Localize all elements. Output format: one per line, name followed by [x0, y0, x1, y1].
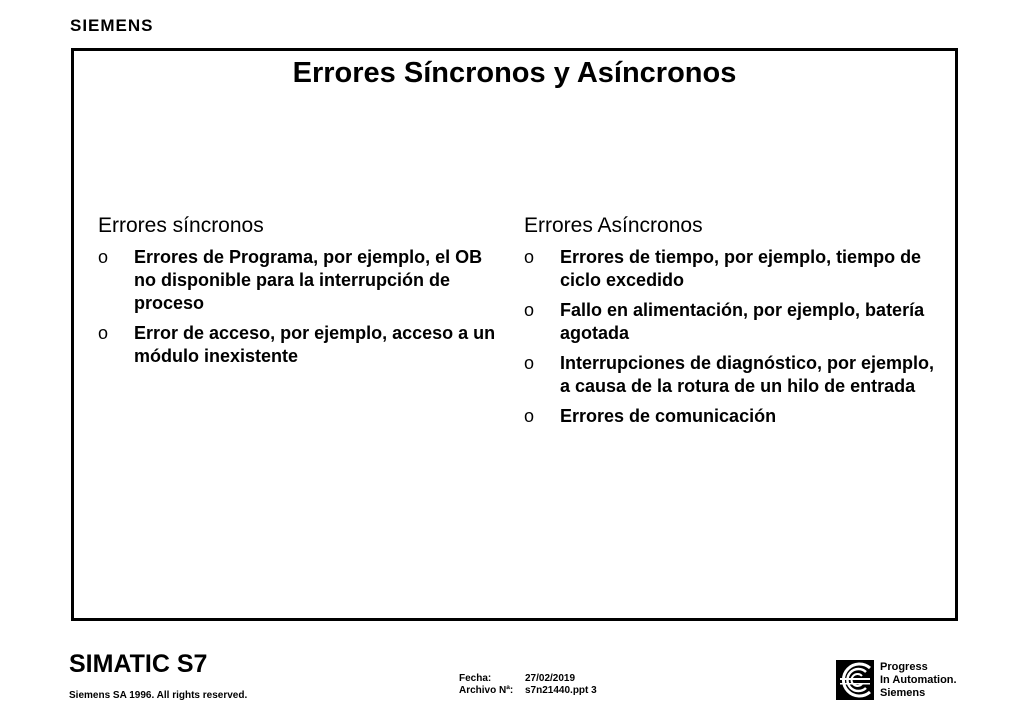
list-item	[524, 352, 944, 398]
date-row	[459, 673, 597, 685]
list-item	[524, 246, 944, 292]
list-item-text: Errores de Programa, por ejemplo, el OB no disponible para la interrupción de proceso	[134, 247, 483, 313]
progress-in-automation-logo-icon	[836, 660, 874, 700]
copyright-notice: Siemens SA 1996. All rights reserved.	[69, 690, 248, 701]
bullet-circle-icon: o	[98, 247, 109, 267]
list-item	[98, 246, 508, 315]
sync-errors-column	[98, 214, 508, 375]
sync-errors-list	[98, 246, 508, 368]
list-item	[98, 322, 508, 368]
progress-automation-logo	[836, 660, 957, 700]
siemens-logo: SIEMENS	[70, 16, 154, 35]
bullet-circle-icon: o	[524, 300, 535, 320]
list-item-text: Errores de comunicación	[560, 406, 777, 426]
list-item	[524, 299, 944, 345]
slide-frame	[71, 48, 958, 621]
date-label: Fecha:	[459, 673, 492, 684]
file-value: s7n21440.ppt 3	[525, 685, 597, 696]
list-item-text: Error de acceso, por ejemplo, acceso a un módulo inexistente	[134, 323, 496, 366]
sync-errors-heading: Errores síncronos	[98, 214, 264, 237]
slogan-text	[880, 661, 957, 700]
list-item-text: Errores de tiempo, por ejemplo, tiempo de ciclo excedido	[560, 247, 922, 290]
product-name: SIMATIC S7	[69, 650, 208, 678]
slogan-line: Progress	[880, 660, 928, 673]
document-meta	[459, 673, 597, 697]
bullet-circle-icon: o	[524, 406, 535, 426]
bullet-circle-icon: o	[98, 323, 109, 343]
async-errors-column	[524, 214, 944, 435]
bullet-circle-icon: o	[524, 353, 535, 373]
file-row	[459, 685, 597, 697]
list-item-text: Fallo en alimentación, por ejemplo, batería agotada	[560, 300, 925, 343]
async-errors-heading: Errores Asíncronos	[524, 214, 703, 237]
list-item-text: Interrupciones de diagnóstico, por ejemplo, a causa de la rotura de un hilo de entrada	[560, 353, 935, 396]
file-label: Archivo Nª:	[459, 685, 514, 696]
bullet-circle-icon: o	[524, 247, 535, 267]
date-value: 27/02/2019	[525, 673, 576, 684]
list-item	[524, 405, 944, 428]
slogan-line: In Automation.	[880, 673, 957, 686]
async-errors-list	[524, 246, 944, 428]
slide-title: Errores Síncronos y Asíncronos	[292, 57, 737, 89]
slogan-line: Siemens	[880, 686, 926, 699]
